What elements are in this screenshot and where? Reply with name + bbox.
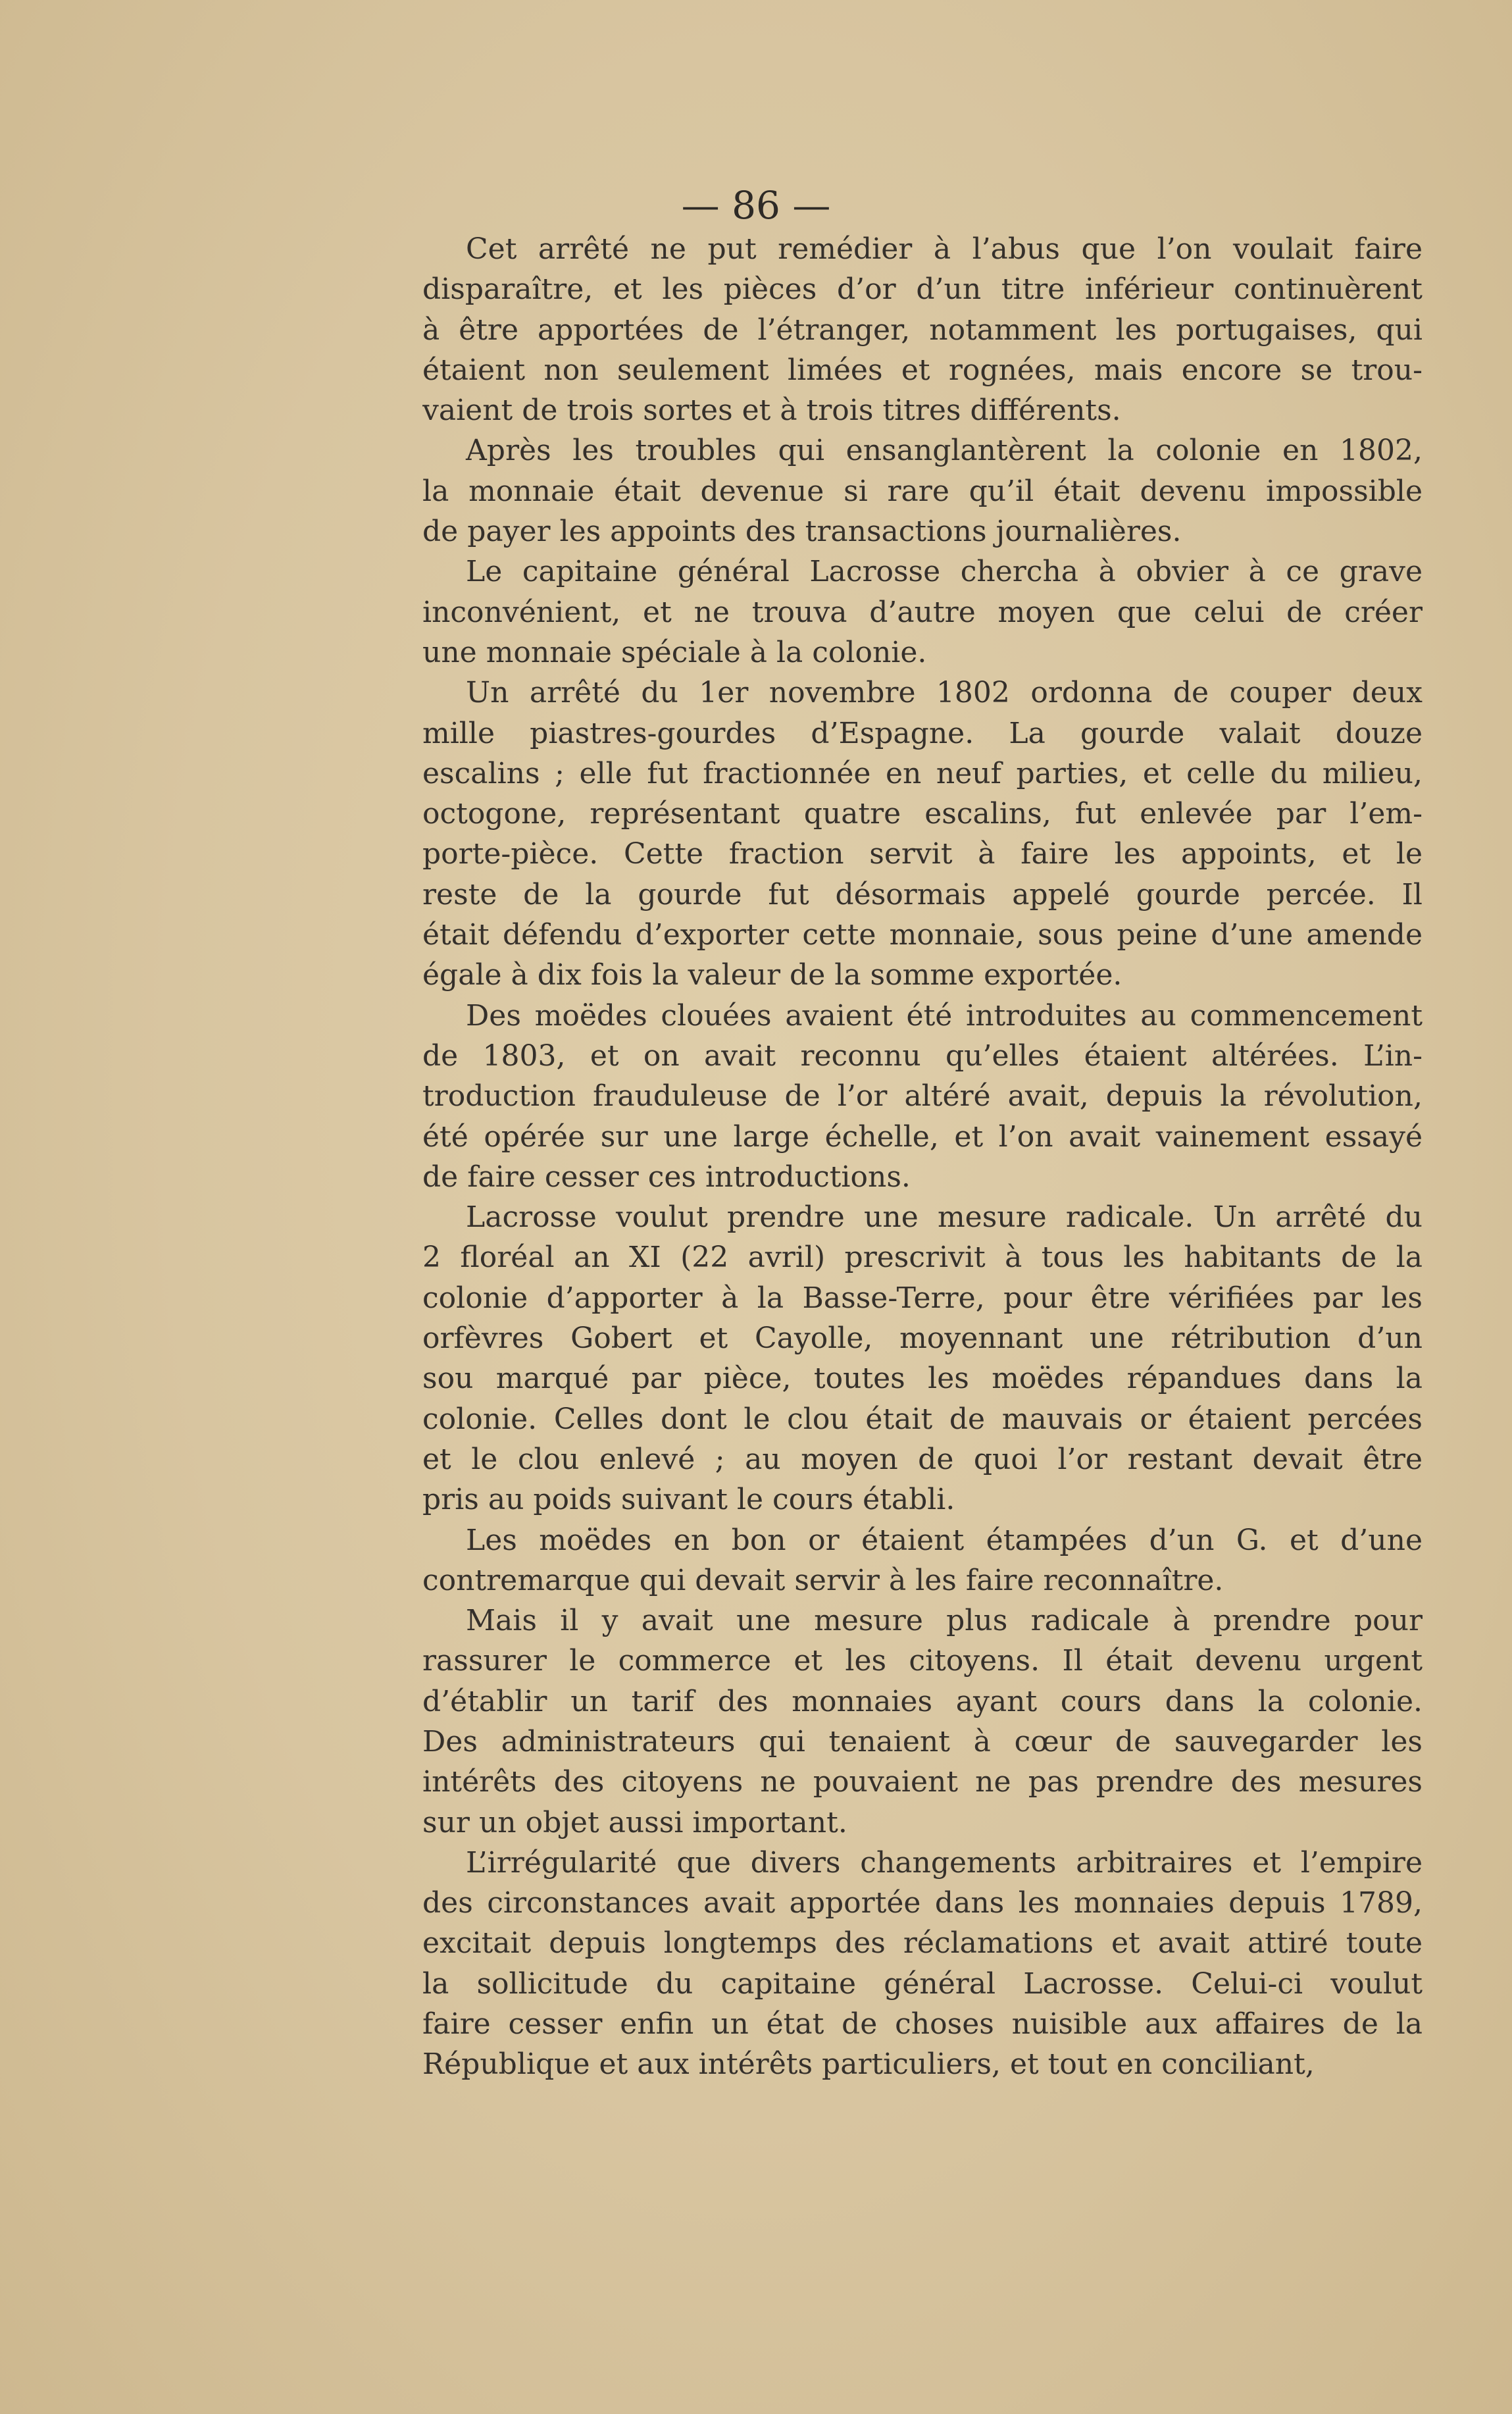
text-line: faire cesser enfin un état de choses nuisible aux affaires de la <box>422 2007 1423 2042</box>
text-line: à être apportées de l’étranger, notamment les portugaises, qui <box>422 313 1423 347</box>
paragraph <box>422 1601 1423 1843</box>
text-line: une monnaie spéciale à la colonie. <box>422 635 927 669</box>
paragraph <box>422 1197 1423 1520</box>
text-line: vaient de trois sortes et à trois titres différents. <box>422 394 1121 428</box>
text-line: orfèvres Gobert et Cayolle, moyennant une rétribution d’un <box>422 1322 1423 1356</box>
text-line: Un arrêté du 1er novembre 1802 ordonna de couper deux <box>466 676 1423 710</box>
text-line: Les moëdes en bon or étaient étampées d’un G. et d’une <box>466 1523 1423 1557</box>
text-line: intérêts des citoyens ne pouvaient ne pas prendre des mesures <box>422 1765 1423 1799</box>
text-line: Après les troubles qui ensanglantèrent la colonie en 1802, <box>466 434 1423 468</box>
text-line: rassurer le commerce et les citoyens. Il était devenu urgent <box>422 1644 1423 1678</box>
text-line: sur un objet aussi important. <box>422 1805 847 1839</box>
text-line: colonie d’apporter à la Basse-Terre, pour être vérifiées par les <box>422 1281 1423 1315</box>
text-line: étaient non seulement limées et rognées, mais encore se trou- <box>422 353 1423 387</box>
text-line: égale à dix fois la valeur de la somme exportée. <box>422 958 1122 992</box>
text-line: reste de la gourde fut désormais appelé gourde percée. Il <box>422 877 1423 912</box>
text-line: 2 floréal an XI (22 avril) prescrivit à tous les habitants de la <box>422 1241 1423 1275</box>
text-line: la sollicitude du capitaine général Lacrosse. Celui-ci voulut <box>422 1966 1423 2001</box>
text-line: escalins ; elle fut fractionnée en neuf parties, et celle du milieu, <box>422 756 1423 790</box>
paragraph <box>422 673 1423 995</box>
text-line: pris au poids suivant le cours établi. <box>422 1483 955 1517</box>
text-line: contremarque qui devait servir à les faire reconnaître. <box>422 1563 1224 1597</box>
text-line: sou marqué par pièce, toutes les moëdes répandues dans la <box>422 1362 1423 1396</box>
body-text <box>422 229 1423 2085</box>
paragraph <box>422 1520 1423 1601</box>
text-line: la monnaie était devenue si rare qu’il était devenu impossible <box>422 474 1423 508</box>
text-line: Le capitaine général Lacrosse chercha à obvier à ce grave <box>466 555 1423 589</box>
text-line: de payer les appoints des transactions journalières. <box>422 515 1182 549</box>
text-line: été opérée sur une large échelle, et l’on avait vainement essayé <box>422 1119 1423 1154</box>
text-line: de 1803, et on avait reconnu qu’elles étaient altérées. L’in- <box>422 1039 1423 1073</box>
paragraph <box>422 430 1423 552</box>
text-line: d’établir un tarif des monnaies ayant cours dans la colonie. <box>422 1684 1423 1718</box>
text-line: Lacrosse voulut prendre une mesure radicale. Un arrêté du <box>466 1200 1423 1235</box>
text-line: Des moëdes clouées avaient été introduites au commencement <box>466 998 1423 1033</box>
text-line: porte-pièce. Cette fraction servit à faire les appoints, et le <box>422 837 1423 871</box>
paragraph <box>422 552 1423 673</box>
text-line: de faire cesser ces introductions. <box>422 1160 911 1194</box>
text-line: inconvénient, et ne trouva d’autre moyen que celui de créer <box>422 595 1423 629</box>
text-line: Mais il y avait une mesure plus radicale à prendre pour <box>466 1604 1423 1638</box>
paragraph <box>422 1843 1423 2085</box>
text-line: colonie. Celles dont le clou était de mauvais or étaient percées <box>422 1402 1423 1436</box>
paragraph <box>422 996 1423 1197</box>
text-line: troduction frauduleuse de l’or altéré avait, depuis la révolution, <box>422 1079 1423 1114</box>
text-line: Cet arrêté ne put remédier à l’abus que l’on voulait faire <box>466 232 1423 266</box>
text-line: République et aux intérêts particuliers, et tout en conciliant, <box>422 2047 1315 2082</box>
text-line: était défendu d’exporter cette monnaie, sous peine d’une amende <box>422 918 1423 952</box>
text-line: disparaître, et les pièces d’or d’un titre inférieur continuèrent <box>422 272 1423 307</box>
page-number: — 86 — <box>681 183 831 228</box>
text-line: excitait depuis longtemps des réclamations et avait attiré toute <box>422 1926 1423 1961</box>
text-line: des circonstances avait apportée dans les monnaies depuis 1789, <box>422 1886 1423 1920</box>
text-line: mille piastres-gourdes d’Espagne. La gourde valait douze <box>422 716 1423 750</box>
paragraph <box>422 229 1423 430</box>
text-line: octogone, représentant quatre escalins, fut enlevée par l’em- <box>422 797 1423 831</box>
text-line: et le clou enlevé ; au moyen de quoi l’or restant devait être <box>422 1442 1423 1476</box>
text-line: L’irrégularité que divers changements arbitraires et l’empire <box>466 1845 1423 1880</box>
text-line: Des administrateurs qui tenaient à cœur de sauvegarder les <box>422 1724 1423 1759</box>
